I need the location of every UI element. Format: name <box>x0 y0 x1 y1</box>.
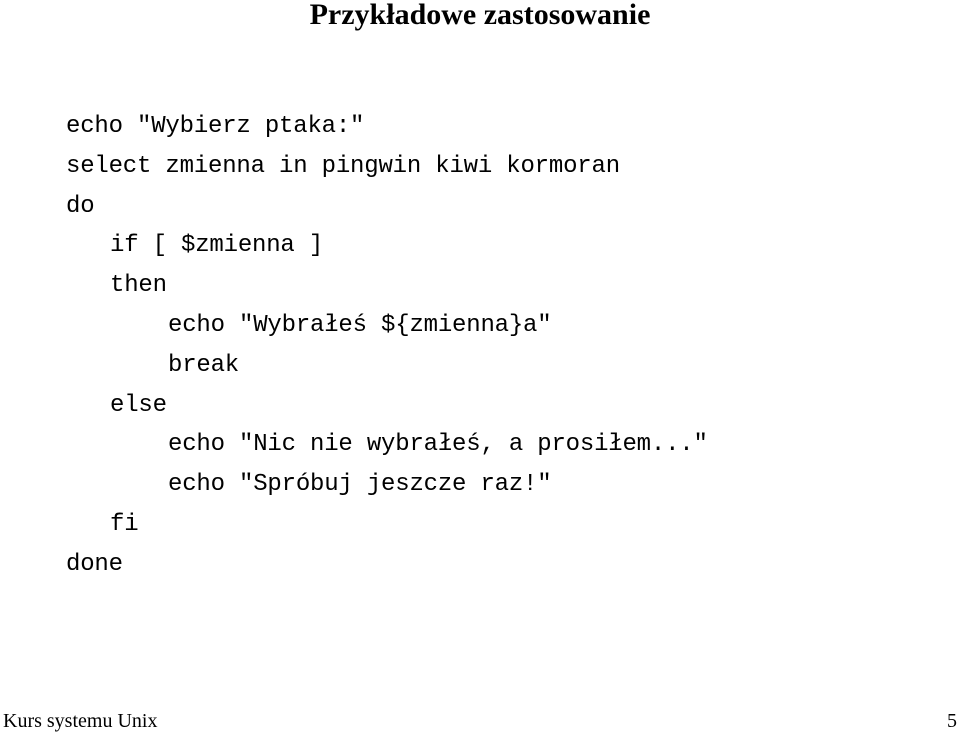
code-line: echo "Nic nie wybrałeś, a prosiłem..." <box>168 431 708 458</box>
code-line: then <box>110 272 167 299</box>
code-line: break <box>168 352 240 379</box>
code-line: fi <box>110 511 139 538</box>
code-line: else <box>110 392 167 419</box>
code-line: echo "Spróbuj jeszcze raz!" <box>168 471 552 498</box>
code-line: if [ $zmienna ] <box>110 232 324 259</box>
code-line: select zmienna in pingwin kiwi kormoran <box>66 153 620 180</box>
slide-title: Przykładowe zastosowanie <box>309 0 651 31</box>
code-line: do <box>66 193 95 220</box>
footer-course-name: Kurs systemu Unix <box>3 710 158 732</box>
code-line: done <box>66 551 123 578</box>
footer-page-number: 5 <box>947 710 957 732</box>
code-line: echo "Wybierz ptaka:" <box>66 113 365 140</box>
code-line: echo "Wybrałeś ${zmienna}a" <box>168 312 552 339</box>
